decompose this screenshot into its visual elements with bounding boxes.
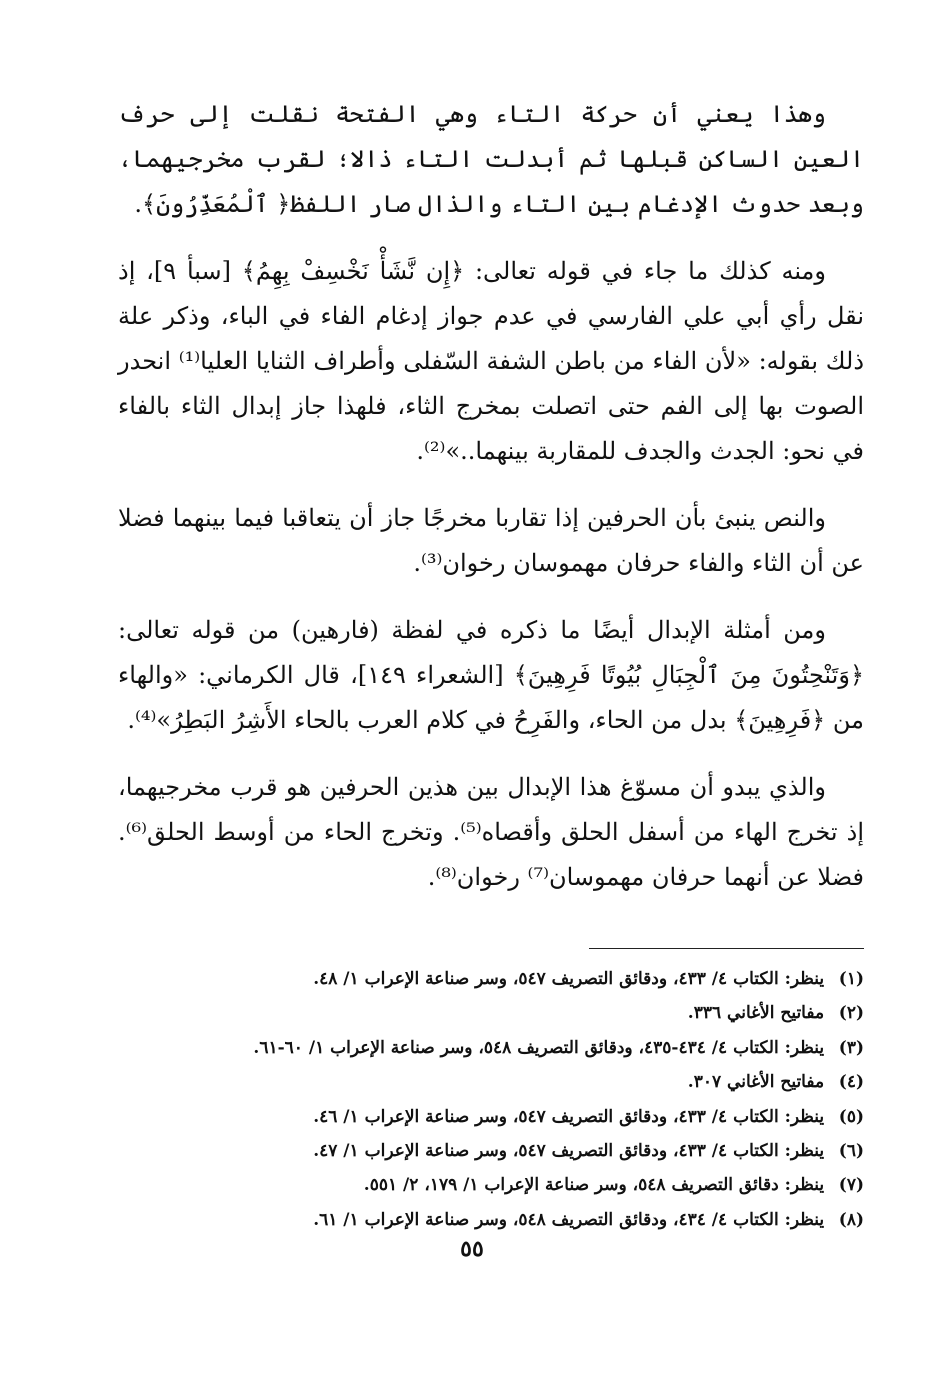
footnote-number: (٦) xyxy=(838,1141,864,1162)
paragraph-1: وهذا يعني أن حركة التاء وهي الفتحة نقلت إلى حرف العين الساكن قبلها ثم أبدلت التاء ذالا؛ لقرب مخرجيهما، وبعد حدوث الإدغام بين التاء والذال صار اللفظ﴿ ٱلْمُعَذِّرُونَ﴾. xyxy=(118,100,864,218)
footnote-text: ينظر: الكتاب ٤/ ٤٣٣، ودقائق التصريف ٥٤٧، وسر صناعة الإعراب ١/ ٤٨. xyxy=(313,969,825,989)
page-number: ٥٥ xyxy=(460,1236,484,1262)
paragraph-4: ومن أمثلة الإبدال أيضًا ما ذكره في لفظة (فارهين) من قوله تعالى: ﴿وَتَنْحِتُونَ مِنَ ٱلْجِبَالِ بُيُوتًا فَرِهِينَ﴾ [الشعراء ١٤٩]، قال الكرماني: «والهاء من ﴿فَرِهِينَ﴾ بدل من الحاء، والفَرِحُ في كلام العرب بالحاء الأَشِرُ البَطِرُ»⁽⁴⁾. xyxy=(118,616,865,734)
footnote-text: ينظر: الكتاب ٤/ ٤٣٤-٤٣٥، ودقائق التصريف ٥٤٨، وسر صناعة الإعراب ١/ ٦٠-٦١. xyxy=(253,1037,825,1058)
footnote-number: (٥) xyxy=(838,1106,864,1127)
footnote-text: ينظر: الكتاب ٤/ ٤٣٣، ودقائق التصريف ٥٤٧، وسر صناعة الإعراب ١/ ٤٧. xyxy=(313,1141,825,1162)
footnotes xyxy=(110,962,864,1237)
footnote xyxy=(110,1168,864,1202)
body-text xyxy=(118,92,864,900)
footnote-number: (٧) xyxy=(838,1175,864,1196)
footnote xyxy=(110,996,864,1030)
footnote xyxy=(110,1031,864,1065)
footnote-number: (٣) xyxy=(838,1037,864,1058)
paragraph-5: والذي يبدو أن مسوّغ هذا الإبدال بين هذين الحرفين هو قرب مخرجيهما، إذ تخرج الهاء من أسفل الحلق وأقصاه⁽⁵⁾. وتخرج الحاء من أوسط الحلق⁽⁶⁾. فضلا عن أنهما حرفان مهموسان⁽⁷⁾ رخوان⁽⁸⁾. xyxy=(118,773,864,891)
footnote-text: ينظر: دقائق التصريف ٥٤٨، وسر صناعة الإعراب ١/ ١٧٩، ٢/ ٥٥١. xyxy=(363,1175,825,1196)
paragraph-2: ومنه كذلك ما جاء في قوله تعالى: ﴿إِن نَّشَأْ نَخْسِفْ بِهِمُ﴾ [سبأ ٩]، إذ نقل رأي أبي علي الفارسي في عدم جواز إدغام الفاء في الباء، وذكر علة ذلك بقوله: «لأن الفاء من باطن الشفة السّفلى وأطراف الثنايا العليا⁽¹⁾ انحدر الصوت بها إلى الفم حتى اتصلت بمخرج الثاء، فلهذا جاز إبدال الثاء بالفاء في نحو: الجدث والجدف للمقاربة بينهما..»⁽²⁾. xyxy=(118,257,864,465)
footnote-number: (٤) xyxy=(838,1072,864,1093)
footnote xyxy=(110,1065,864,1099)
footnote-text: مفاتيح الأغاني ٣٣٦. xyxy=(687,1003,825,1024)
footnote xyxy=(110,1100,864,1134)
footnote-text: مفاتيح الأغاني ٣٠٧. xyxy=(687,1072,825,1093)
footnote-number: (٨) xyxy=(838,1209,864,1230)
footnote xyxy=(110,1203,864,1237)
footnote xyxy=(110,1134,864,1168)
footnote-number: (٢) xyxy=(838,1003,864,1024)
footnote xyxy=(110,962,864,996)
footnote-text: ينظر: الكتاب ٤/ ٤٣٤، ودقائق التصريف ٥٤٨، وسر صناعة الإعراب ١/ ٦١. xyxy=(313,1209,825,1230)
footnote-number: (١) xyxy=(838,969,864,989)
footnote-text: ينظر: الكتاب ٤/ ٤٣٣، ودقائق التصريف ٥٤٧، وسر صناعة الإعراب ١/ ٤٦. xyxy=(313,1106,825,1127)
footnote-divider xyxy=(589,948,864,949)
paragraph-3: والنص ينبئ بأن الحرفين إذا تقاربا مخرجًا جاز أن يتعاقبا فيما بينهما فضلا عن أن الثاء والفاء حرفان مهموسان رخوان⁽³⁾. xyxy=(118,504,864,577)
